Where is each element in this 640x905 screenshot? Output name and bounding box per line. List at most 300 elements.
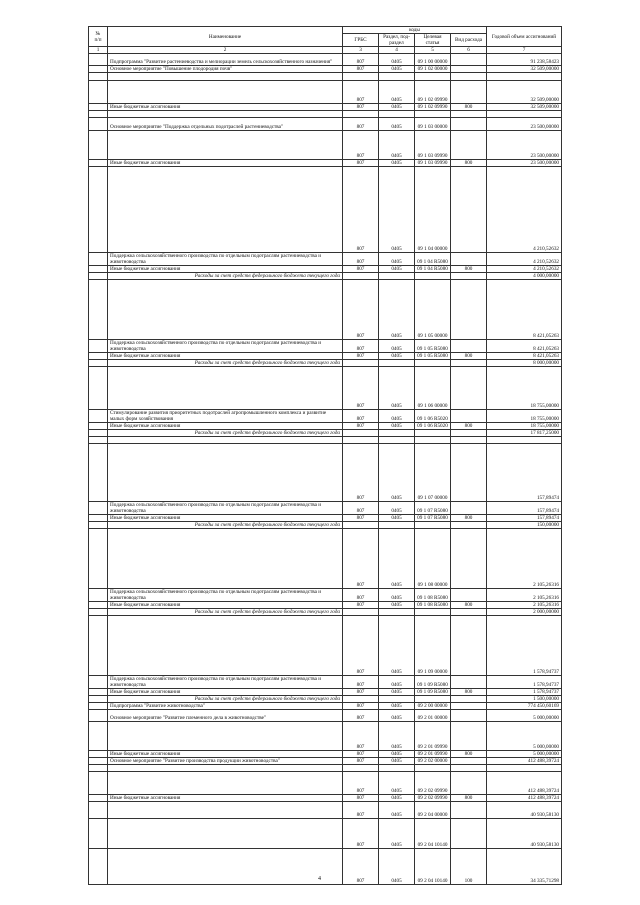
- row-name-cell: [108, 73, 343, 81]
- row-vr-cell: [451, 253, 487, 266]
- row-razdel-cell: 0405: [379, 167, 415, 253]
- row-grbs-cell: 807: [343, 689, 379, 696]
- row-razdel-cell: [379, 696, 415, 703]
- row-grbs-cell: [343, 111, 379, 118]
- page-number: 4: [318, 876, 321, 882]
- row-vr-cell: 800: [451, 104, 487, 111]
- row-cs-cell: 09 1 03 00000: [415, 118, 451, 131]
- row-grbs-cell: 807: [343, 819, 379, 849]
- table-row: [89, 689, 562, 696]
- table-row: [89, 66, 562, 73]
- row-grbs-cell: 807: [343, 710, 379, 722]
- row-name-cell: Иные бюджетные ассигнования: [108, 160, 343, 167]
- col-sum-header: Годовой объем ассигнований: [487, 27, 562, 47]
- row-name-cell: [108, 367, 343, 410]
- row-cs-cell: 09 1 09 00000: [415, 616, 451, 676]
- table-row: [89, 758, 562, 765]
- row-razdel-cell: 0405: [379, 819, 415, 849]
- row-sum-cell: [487, 437, 562, 444]
- row-name-cell: [108, 772, 343, 795]
- row-cs-cell: [415, 273, 451, 280]
- row-sum-cell: 4 210,52632: [487, 167, 562, 253]
- col-grbs-header: ГРБС: [343, 34, 379, 47]
- row-grbs-cell: 807: [343, 118, 379, 131]
- row-razdel-cell: 0405: [379, 589, 415, 602]
- num-label: №: [95, 30, 101, 37]
- index-cell: 3: [343, 47, 379, 54]
- table-row: [89, 266, 562, 273]
- row-grbs-cell: [343, 522, 379, 529]
- row-sum-cell: 2 105,26316: [487, 589, 562, 602]
- row-cs-cell: 09 2 04 00000: [415, 802, 451, 819]
- row-sum-cell: [487, 111, 562, 118]
- row-razdel-cell: 0405: [379, 676, 415, 689]
- row-name-cell: [108, 131, 343, 160]
- row-name-cell: [108, 280, 343, 340]
- row-num-cell: [89, 160, 108, 167]
- row-vr-cell: [451, 111, 487, 118]
- row-vr-cell: [451, 703, 487, 710]
- row-vr-cell: [451, 722, 487, 751]
- table-row: [89, 515, 562, 522]
- row-sum-cell: 91 238,58423: [487, 54, 562, 66]
- row-razdel-cell: 0405: [379, 410, 415, 423]
- row-num-cell: [89, 802, 108, 819]
- row-name-cell: Иные бюджетные ассигнования: [108, 515, 343, 522]
- row-cs-cell: 09 1 07 00000: [415, 444, 451, 502]
- row-sum-cell: 17 817,25000: [487, 430, 562, 437]
- row-grbs-cell: 807: [343, 340, 379, 353]
- row-name-cell: [108, 444, 343, 502]
- row-razdel-cell: 0405: [379, 367, 415, 410]
- row-grbs-cell: 807: [343, 81, 379, 104]
- row-razdel-cell: 0405: [379, 689, 415, 696]
- row-sum-cell: 18 755,00000: [487, 423, 562, 430]
- row-razdel-cell: 0405: [379, 160, 415, 167]
- row-num-cell: [89, 104, 108, 111]
- row-cs-cell: 09 2 00 00000: [415, 703, 451, 710]
- table-row: [89, 340, 562, 353]
- row-grbs-cell: 807: [343, 160, 379, 167]
- row-cs-cell: 09 1 06 00000: [415, 367, 451, 410]
- row-razdel-cell: 0405: [379, 758, 415, 765]
- row-grbs-cell: 807: [343, 502, 379, 515]
- row-name-cell: Основное мероприятие "Развитие производства продукции животноводства": [108, 758, 343, 765]
- row-num-cell: [89, 710, 108, 722]
- row-grbs-cell: 807: [343, 722, 379, 751]
- row-num-cell: [89, 758, 108, 765]
- row-sum-cell: 412 488,39724: [487, 795, 562, 802]
- row-sum-cell: 5 000,00000: [487, 722, 562, 751]
- row-razdel-cell: 0405: [379, 602, 415, 609]
- row-cs-cell: 09 1 05 00000: [415, 280, 451, 340]
- row-num-cell: [89, 360, 108, 367]
- row-grbs-cell: 807: [343, 280, 379, 340]
- row-vr-cell: 800: [451, 602, 487, 609]
- row-name-cell: Подпрограмма "Развитие животноводства": [108, 703, 343, 710]
- row-cs-cell: 09 2 01 09990: [415, 722, 451, 751]
- row-razdel-cell: 0405: [379, 802, 415, 819]
- row-razdel-cell: 0405: [379, 131, 415, 160]
- row-sum-cell: 18 755,00000: [487, 367, 562, 410]
- row-name-cell: [108, 111, 343, 118]
- row-grbs-cell: [343, 765, 379, 772]
- row-razdel-cell: 0405: [379, 515, 415, 522]
- row-num-cell: [89, 81, 108, 104]
- row-num-cell: [89, 73, 108, 81]
- row-razdel-cell: 0405: [379, 502, 415, 515]
- row-cs-cell: 09 2 04 10140: [415, 849, 451, 885]
- table-row: [89, 703, 562, 710]
- row-grbs-cell: 807: [343, 131, 379, 160]
- table-row: [89, 160, 562, 167]
- row-cs-cell: 09 2 02 09990: [415, 795, 451, 802]
- row-grbs-cell: [343, 360, 379, 367]
- row-vr-cell: 100: [451, 849, 487, 885]
- row-grbs-cell: 807: [343, 589, 379, 602]
- row-razdel-cell: 0405: [379, 81, 415, 104]
- row-cs-cell: 09 2 04 10140: [415, 819, 451, 849]
- row-razdel-cell: [379, 522, 415, 529]
- table-row: [89, 367, 562, 410]
- row-name-cell: Иные бюджетные ассигнования: [108, 104, 343, 111]
- row-sum-cell: 32 509,00000: [487, 104, 562, 111]
- row-num-cell: [89, 502, 108, 515]
- row-vr-cell: [451, 609, 487, 616]
- row-name-cell: [108, 849, 343, 885]
- row-sum-cell: 8 000,00000: [487, 360, 562, 367]
- row-vr-cell: [451, 696, 487, 703]
- row-cs-cell: [415, 360, 451, 367]
- row-cs-cell: 09 1 08 R5080: [415, 589, 451, 602]
- row-razdel-cell: 0405: [379, 444, 415, 502]
- header-row: [89, 27, 562, 34]
- table-row: [89, 111, 562, 118]
- row-razdel-cell: 0405: [379, 772, 415, 795]
- row-num-cell: [89, 676, 108, 689]
- row-grbs-cell: 807: [343, 444, 379, 502]
- table-row: [89, 410, 562, 423]
- table-body: [89, 54, 562, 885]
- row-vr-cell: [451, 340, 487, 353]
- index-cell: 5: [415, 47, 451, 54]
- row-num-cell: [89, 795, 108, 802]
- row-razdel-cell: [379, 73, 415, 81]
- table-row: [89, 676, 562, 689]
- row-sum-cell: 1 578,94737: [487, 689, 562, 696]
- row-cs-cell: 09 1 02 09990: [415, 81, 451, 104]
- row-num-cell: [89, 367, 108, 410]
- row-num-cell: [89, 430, 108, 437]
- row-num-cell: [89, 689, 108, 696]
- row-vr-cell: [451, 81, 487, 104]
- row-num-cell: [89, 696, 108, 703]
- row-vr-cell: [451, 54, 487, 66]
- row-name-cell: Подпрограмма "Развитие растениеводства и мелиорации земель сельскохозяйственного назначения": [108, 54, 343, 66]
- row-name-cell: Основное мероприятие "Развитие племенного дела в животноводстве": [108, 710, 343, 722]
- row-vr-cell: [451, 167, 487, 253]
- row-grbs-cell: 807: [343, 423, 379, 430]
- row-razdel-cell: [379, 360, 415, 367]
- row-num-cell: [89, 722, 108, 751]
- row-vr-cell: 800: [451, 423, 487, 430]
- row-razdel-cell: 0405: [379, 703, 415, 710]
- row-vr-cell: 800: [451, 266, 487, 273]
- row-cs-cell: 09 1 03 09990: [415, 131, 451, 160]
- budget-table: [88, 26, 562, 885]
- row-cs-cell: 09 1 02 00000: [415, 66, 451, 73]
- row-sum-cell: 4 210,52632: [487, 266, 562, 273]
- row-sum-cell: 8 421,05263: [487, 340, 562, 353]
- row-grbs-cell: 807: [343, 410, 379, 423]
- row-cs-cell: 09 1 08 00000: [415, 529, 451, 589]
- row-razdel-cell: [379, 430, 415, 437]
- row-grbs-cell: 807: [343, 602, 379, 609]
- row-sum-cell: [487, 765, 562, 772]
- row-grbs-cell: [343, 73, 379, 81]
- row-vr-cell: [451, 73, 487, 81]
- row-cs-cell: [415, 609, 451, 616]
- table-row: [89, 502, 562, 515]
- row-sum-cell: 5 000,00000: [487, 710, 562, 722]
- row-sum-cell: 40 930,58130: [487, 819, 562, 849]
- row-grbs-cell: 807: [343, 772, 379, 795]
- row-grbs-cell: 807: [343, 54, 379, 66]
- row-num-cell: [89, 616, 108, 676]
- row-sum-cell: 34 335,71298: [487, 849, 562, 885]
- table-row: [89, 819, 562, 849]
- row-razdel-cell: [379, 111, 415, 118]
- row-vr-cell: 800: [451, 353, 487, 360]
- row-num-cell: [89, 167, 108, 253]
- table-row: [89, 849, 562, 885]
- row-name-cell: [108, 722, 343, 751]
- row-num-cell: [89, 266, 108, 273]
- table-row: [89, 795, 562, 802]
- row-sum-cell: 157,89474: [487, 444, 562, 502]
- row-name-cell: Основное мероприятие "Повышение плодородия почв": [108, 66, 343, 73]
- row-num-cell: [89, 423, 108, 430]
- table-row: [89, 765, 562, 772]
- row-num-cell: [89, 444, 108, 502]
- note-row: [89, 273, 562, 280]
- table-row: [89, 167, 562, 253]
- row-sum-cell: 2 105,26316: [487, 529, 562, 589]
- row-num-cell: [89, 273, 108, 280]
- row-num-cell: [89, 703, 108, 710]
- row-num-cell: [89, 751, 108, 758]
- row-vr-cell: [451, 529, 487, 589]
- row-vr-cell: [451, 676, 487, 689]
- row-name-cell: Иные бюджетные ассигнования: [108, 353, 343, 360]
- note-row: [89, 360, 562, 367]
- row-razdel-cell: 0405: [379, 353, 415, 360]
- row-razdel-cell: [379, 273, 415, 280]
- row-sum-cell: 1 578,94737: [487, 676, 562, 689]
- row-cs-cell: 09 1 02 09990: [415, 104, 451, 111]
- row-num-cell: [89, 437, 108, 444]
- table-row: [89, 423, 562, 430]
- row-cs-cell: 09 1 08 R5080: [415, 602, 451, 609]
- table-row: [89, 751, 562, 758]
- row-razdel-cell: 0405: [379, 54, 415, 66]
- row-name-cell: Иные бюджетные ассигнования: [108, 602, 343, 609]
- row-vr-cell: [451, 616, 487, 676]
- table-row: [89, 802, 562, 819]
- row-sum-cell: 1 500,00000: [487, 696, 562, 703]
- row-cs-cell: 09 1 06 R5020: [415, 410, 451, 423]
- row-cs-cell: 09 1 07 R5080: [415, 502, 451, 515]
- row-vr-cell: [451, 765, 487, 772]
- row-sum-cell: 4 210,52632: [487, 253, 562, 266]
- row-num-cell: [89, 54, 108, 66]
- row-num-cell: [89, 609, 108, 616]
- row-num-cell: [89, 410, 108, 423]
- row-sum-cell: 774 450,60169: [487, 703, 562, 710]
- row-vr-cell: [451, 444, 487, 502]
- row-name-cell: [108, 437, 343, 444]
- col-num-header: [89, 27, 108, 47]
- table-row: [89, 710, 562, 722]
- row-grbs-cell: [343, 273, 379, 280]
- row-grbs-cell: 807: [343, 795, 379, 802]
- table-row: [89, 81, 562, 104]
- row-grbs-cell: 807: [343, 703, 379, 710]
- row-razdel-cell: 0405: [379, 722, 415, 751]
- row-vr-cell: 800: [451, 751, 487, 758]
- row-grbs-cell: 807: [343, 253, 379, 266]
- table-row: [89, 131, 562, 160]
- row-num-cell: [89, 353, 108, 360]
- row-name-cell: Иные бюджетные ассигнования: [108, 795, 343, 802]
- row-cs-cell: [415, 765, 451, 772]
- row-razdel-cell: 0405: [379, 423, 415, 430]
- row-grbs-cell: 807: [343, 66, 379, 73]
- row-sum-cell: [487, 73, 562, 81]
- col-codes-header: коды: [343, 27, 487, 34]
- row-name-cell: Расходы за счет средств федерального бюджета текущего года: [108, 273, 343, 280]
- col-vr-header: Вид расхода: [451, 34, 487, 47]
- note-row: [89, 609, 562, 616]
- row-sum-cell: 23 500,00000: [487, 118, 562, 131]
- row-sum-cell: 412 488,39724: [487, 772, 562, 795]
- row-vr-cell: [451, 367, 487, 410]
- note-row: [89, 522, 562, 529]
- row-name-cell: Основное мероприятие "Поддержка отдельных подотраслей растениеводства": [108, 118, 343, 131]
- row-grbs-cell: [343, 609, 379, 616]
- row-name-cell: Поддержка сельскохозяйственного производства по отдельным подотраслям растениеводства и животноводства: [108, 340, 343, 353]
- row-sum-cell: 23 500,00000: [487, 131, 562, 160]
- row-vr-cell: [451, 589, 487, 602]
- table-row: [89, 353, 562, 360]
- index-cell: 1: [89, 47, 108, 54]
- table-row: [89, 437, 562, 444]
- row-grbs-cell: 807: [343, 367, 379, 410]
- row-grbs-cell: 807: [343, 266, 379, 273]
- row-vr-cell: [451, 437, 487, 444]
- row-cs-cell: 09 1 09 R5080: [415, 689, 451, 696]
- row-sum-cell: 32 509,00000: [487, 66, 562, 73]
- row-cs-cell: [415, 430, 451, 437]
- row-cs-cell: 09 1 04 00000: [415, 167, 451, 253]
- row-grbs-cell: 807: [343, 616, 379, 676]
- row-vr-cell: [451, 522, 487, 529]
- index-cell: 6: [451, 47, 487, 54]
- row-cs-cell: 09 2 01 00000: [415, 710, 451, 722]
- row-name-cell: [108, 765, 343, 772]
- row-num-cell: [89, 340, 108, 353]
- row-grbs-cell: [343, 430, 379, 437]
- row-razdel-cell: 0405: [379, 118, 415, 131]
- row-sum-cell: 4 000,00000: [487, 273, 562, 280]
- row-cs-cell: 09 1 03 09990: [415, 160, 451, 167]
- table-row: [89, 616, 562, 676]
- row-num-cell: [89, 772, 108, 795]
- row-vr-cell: [451, 410, 487, 423]
- row-vr-cell: [451, 280, 487, 340]
- row-vr-cell: [451, 131, 487, 160]
- row-vr-cell: [451, 273, 487, 280]
- row-name-cell: Поддержка сельскохозяйственного производства по отдельным подотраслям растениеводства и животноводства: [108, 502, 343, 515]
- row-cs-cell: 09 1 07 R5080: [415, 515, 451, 522]
- row-num-cell: [89, 589, 108, 602]
- row-name-cell: Иные бюджетные ассигнования: [108, 751, 343, 758]
- row-cs-cell: [415, 522, 451, 529]
- table-row: [89, 118, 562, 131]
- row-cs-cell: 09 1 04 R5080: [415, 266, 451, 273]
- col-cs-header: Целевая статья: [415, 34, 451, 47]
- row-sum-cell: 2 000,00000: [487, 609, 562, 616]
- row-cs-cell: 09 1 06 R5020: [415, 423, 451, 430]
- row-cs-cell: 09 1 00 00000: [415, 54, 451, 66]
- row-num-cell: [89, 111, 108, 118]
- row-vr-cell: 800: [451, 160, 487, 167]
- row-sum-cell: 2 105,26316: [487, 602, 562, 609]
- row-razdel-cell: 0405: [379, 795, 415, 802]
- row-name-cell: Стимулирование развития приоритетных подотраслей агропромышленного комплекса и развитие малых форм хозяйствования: [108, 410, 343, 423]
- row-num-cell: [89, 253, 108, 266]
- table-row: [89, 772, 562, 795]
- row-name-cell: Расходы за счет средств федерального бюджета текущего года: [108, 522, 343, 529]
- row-razdel-cell: 0405: [379, 66, 415, 73]
- row-grbs-cell: 807: [343, 751, 379, 758]
- row-cs-cell: [415, 73, 451, 81]
- row-grbs-cell: 807: [343, 104, 379, 111]
- row-razdel-cell: 0405: [379, 280, 415, 340]
- row-sum-cell: 5 000,00000: [487, 751, 562, 758]
- row-sum-cell: 157,89474: [487, 502, 562, 515]
- row-name-cell: [108, 81, 343, 104]
- row-sum-cell: 8 421,05263: [487, 280, 562, 340]
- row-sum-cell: 40 930,58130: [487, 802, 562, 819]
- row-name-cell: Расходы за счет средств федерального бюджета текущего года: [108, 696, 343, 703]
- row-vr-cell: [451, 772, 487, 795]
- row-name-cell: Иные бюджетные ассигнования: [108, 266, 343, 273]
- row-num-cell: [89, 522, 108, 529]
- row-name-cell: [108, 802, 343, 819]
- row-sum-cell: 32 509,00000: [487, 81, 562, 104]
- row-grbs-cell: 807: [343, 849, 379, 885]
- row-cs-cell: [415, 696, 451, 703]
- row-grbs-cell: 807: [343, 353, 379, 360]
- row-sum-cell: 1 578,94737: [487, 616, 562, 676]
- row-grbs-cell: 807: [343, 758, 379, 765]
- row-num-cell: [89, 765, 108, 772]
- index-cell: 2: [108, 47, 343, 54]
- row-name-cell: Иные бюджетные ассигнования: [108, 423, 343, 430]
- row-sum-cell: 412 488,39724: [487, 758, 562, 765]
- table-row: [89, 54, 562, 66]
